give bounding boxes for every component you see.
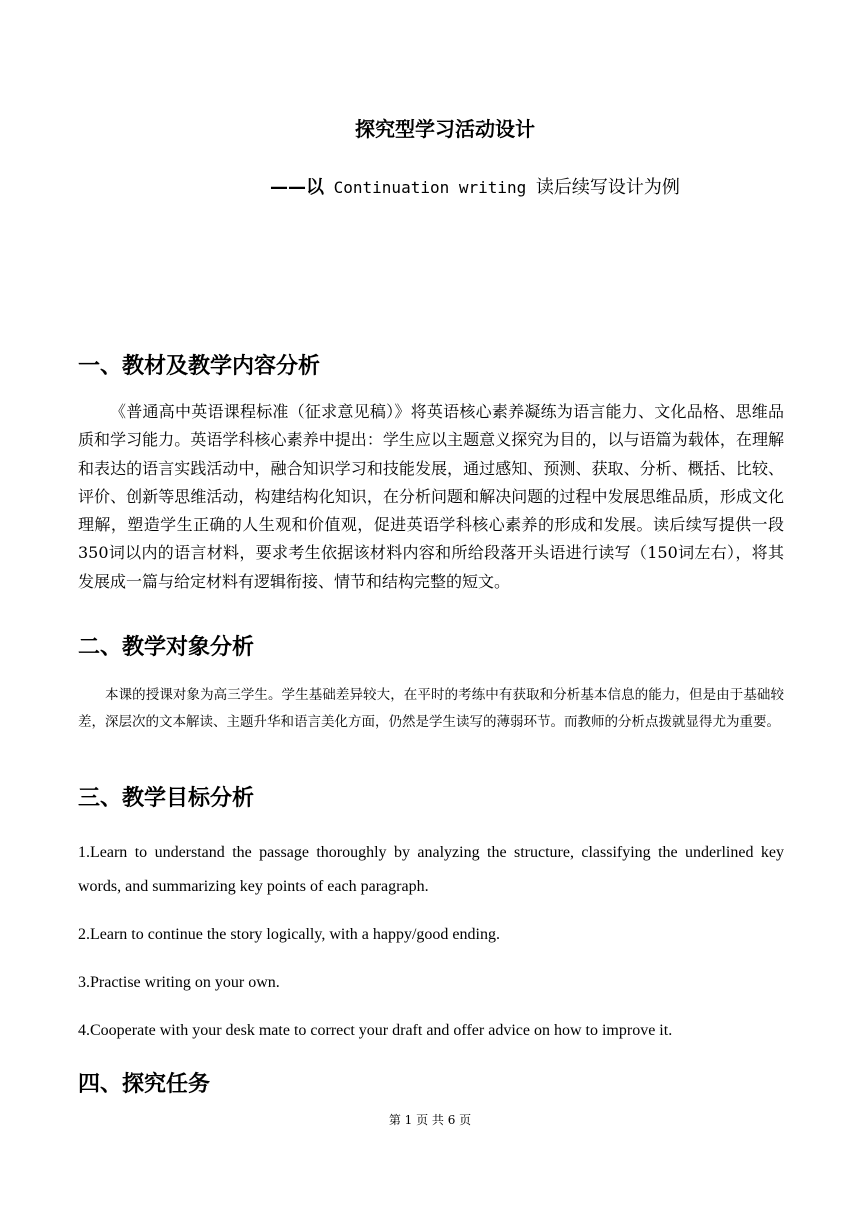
objective-item-2: 2.Learn to continue the story logically, with a happy/good ending. [78,926,500,943]
section-paragraph-students: 本课的授课对象为高三学生。学生基础差异较大，在平时的考练中有获取和分析基本信息的能力，但是由于基础较差，深层次的文本解读、主题升华和语言美化方面，仍然是学生读写的薄弱环节。而教师的分析点拨就显得尤为重要。 [78,687,784,730]
objective-item-3: 3.Practise writing on your own. [78,974,280,991]
subtitle-rest: 读后续写设计为例 [535,177,680,198]
page-number-footer: 第 1 页 共 6 页 [388,1113,472,1127]
section-heading-materials: 一、教材及教学内容分析 [78,354,321,379]
section-heading-objectives: 三、教学目标分析 [78,786,255,811]
document-title: 探究型学习活动设计 [355,117,535,141]
objective-item-1: 1.Learn to understand the passage thoroughly by analyzing the structure, classifying the underlined key words, and summarizing key points of each paragraph. [78,844,784,895]
document-subtitle [270,174,680,202]
section-heading-students: 二、教学对象分析 [78,635,255,660]
subtitle-prefix: ——以 [270,177,324,198]
subtitle-english: Continuation writing [324,178,536,197]
objective-item-4: 4.Cooperate with your desk mate to correct your draft and offer advice on how to improve it. [78,1022,673,1039]
section-paragraph-materials: 《普通高中英语课程标准（征求意见稿）》将英语核心素养凝练为语言能力、文化品格、思维品质和学习能力。英语学科核心素养中提出：学生应以主题意义探究为目的，以与语篇为载体，在理解和表达的语言实践活动中，融合知识学习和技能发展，通过感知、预测、获取、分析、概括、比较、评价、创新等思维活动，构建结构化知识，在分析问题和解决问题的过程中发展思维品质，形成文化理解，塑造学生正确的人生观和价值观，促进英语学科核心素养的形成和发展。读后续写提供一段350词以内的语言材料，要求考生依据该材料内容和所给段落开头语进行读写（150词左右），将其发展成一篇与给定材料有逻辑衔接、情节和结构完整的短文。 [78,402,784,591]
section-heading-tasks: 四、探究任务 [78,1072,211,1097]
